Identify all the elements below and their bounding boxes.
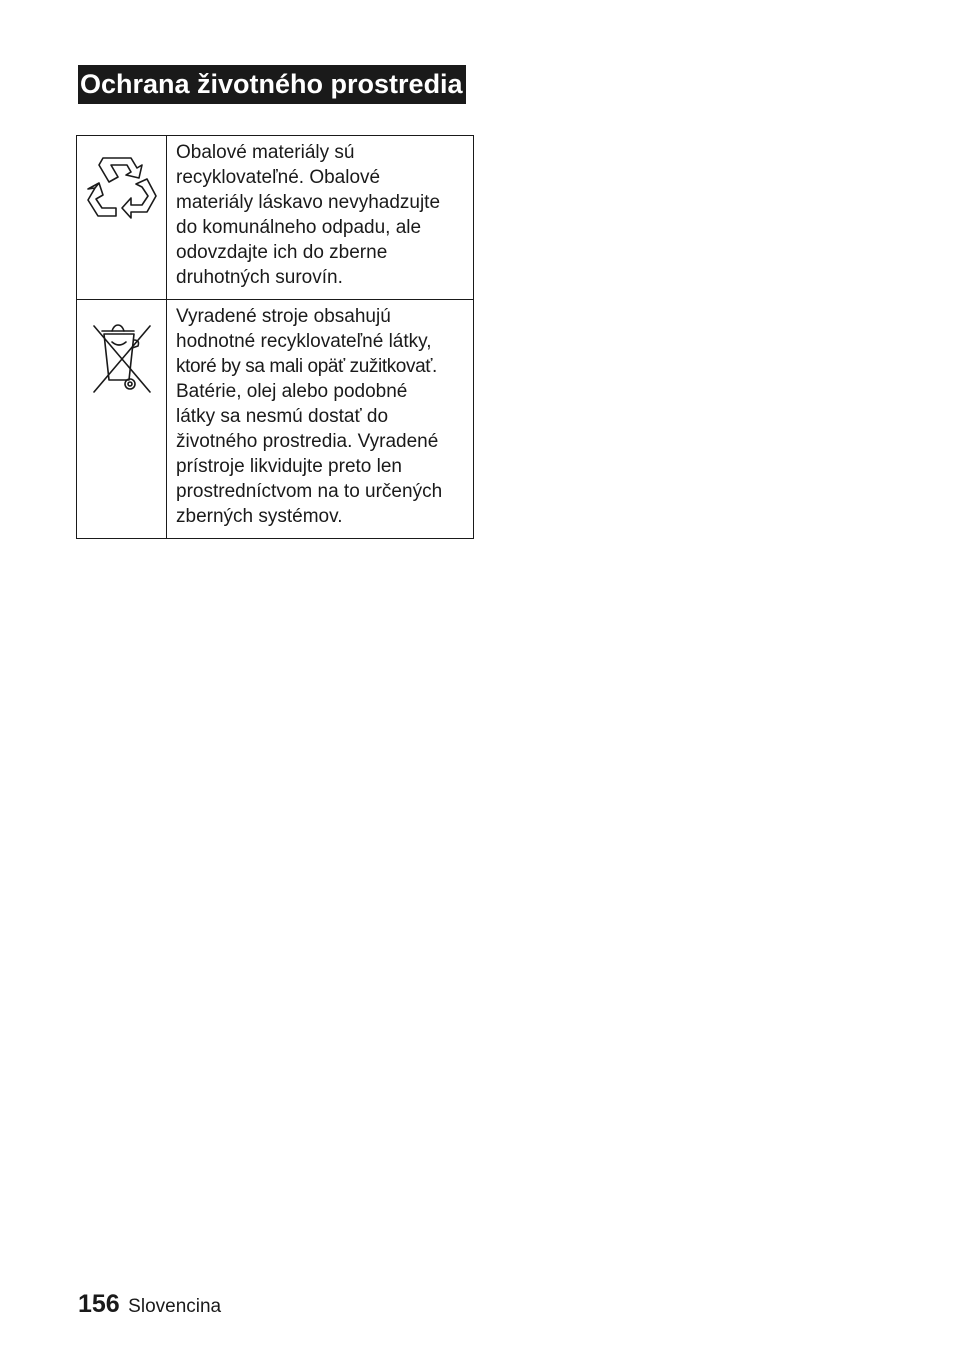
- icon-cell: [77, 300, 167, 539]
- table-row: [77, 136, 474, 300]
- disposal-info-text: Vyradené stroje obsahujú hodnotné recyklovateľné látky, ktoré by sa mali opäť zužitkovať. Batérie, olej alebo podobné látky sa nesmú dostať do životného prostredia. Vyradené prístroje likvidujte preto len prostredníctvom na to určených zberných systémov.: [167, 300, 474, 539]
- crossed-bin-icon: [90, 322, 154, 396]
- page-footer: [78, 1290, 221, 1319]
- environment-info-table: [76, 135, 474, 539]
- page-number: 156: [78, 1290, 120, 1318]
- icon-cell: [77, 136, 167, 300]
- packaging-recycling-text: Obalové materiály sú recyklovateľné. Obalové materiály láskavo nevyhadzujte do komunálneho odpadu, ale odovzdajte ich do zberne druhotných surovín.: [167, 136, 474, 300]
- section-title: Ochrana životného prostredia: [78, 65, 466, 104]
- recycle-icon: [85, 152, 159, 226]
- page-language: Slovencina: [128, 1296, 222, 1317]
- table-row: [77, 300, 474, 539]
